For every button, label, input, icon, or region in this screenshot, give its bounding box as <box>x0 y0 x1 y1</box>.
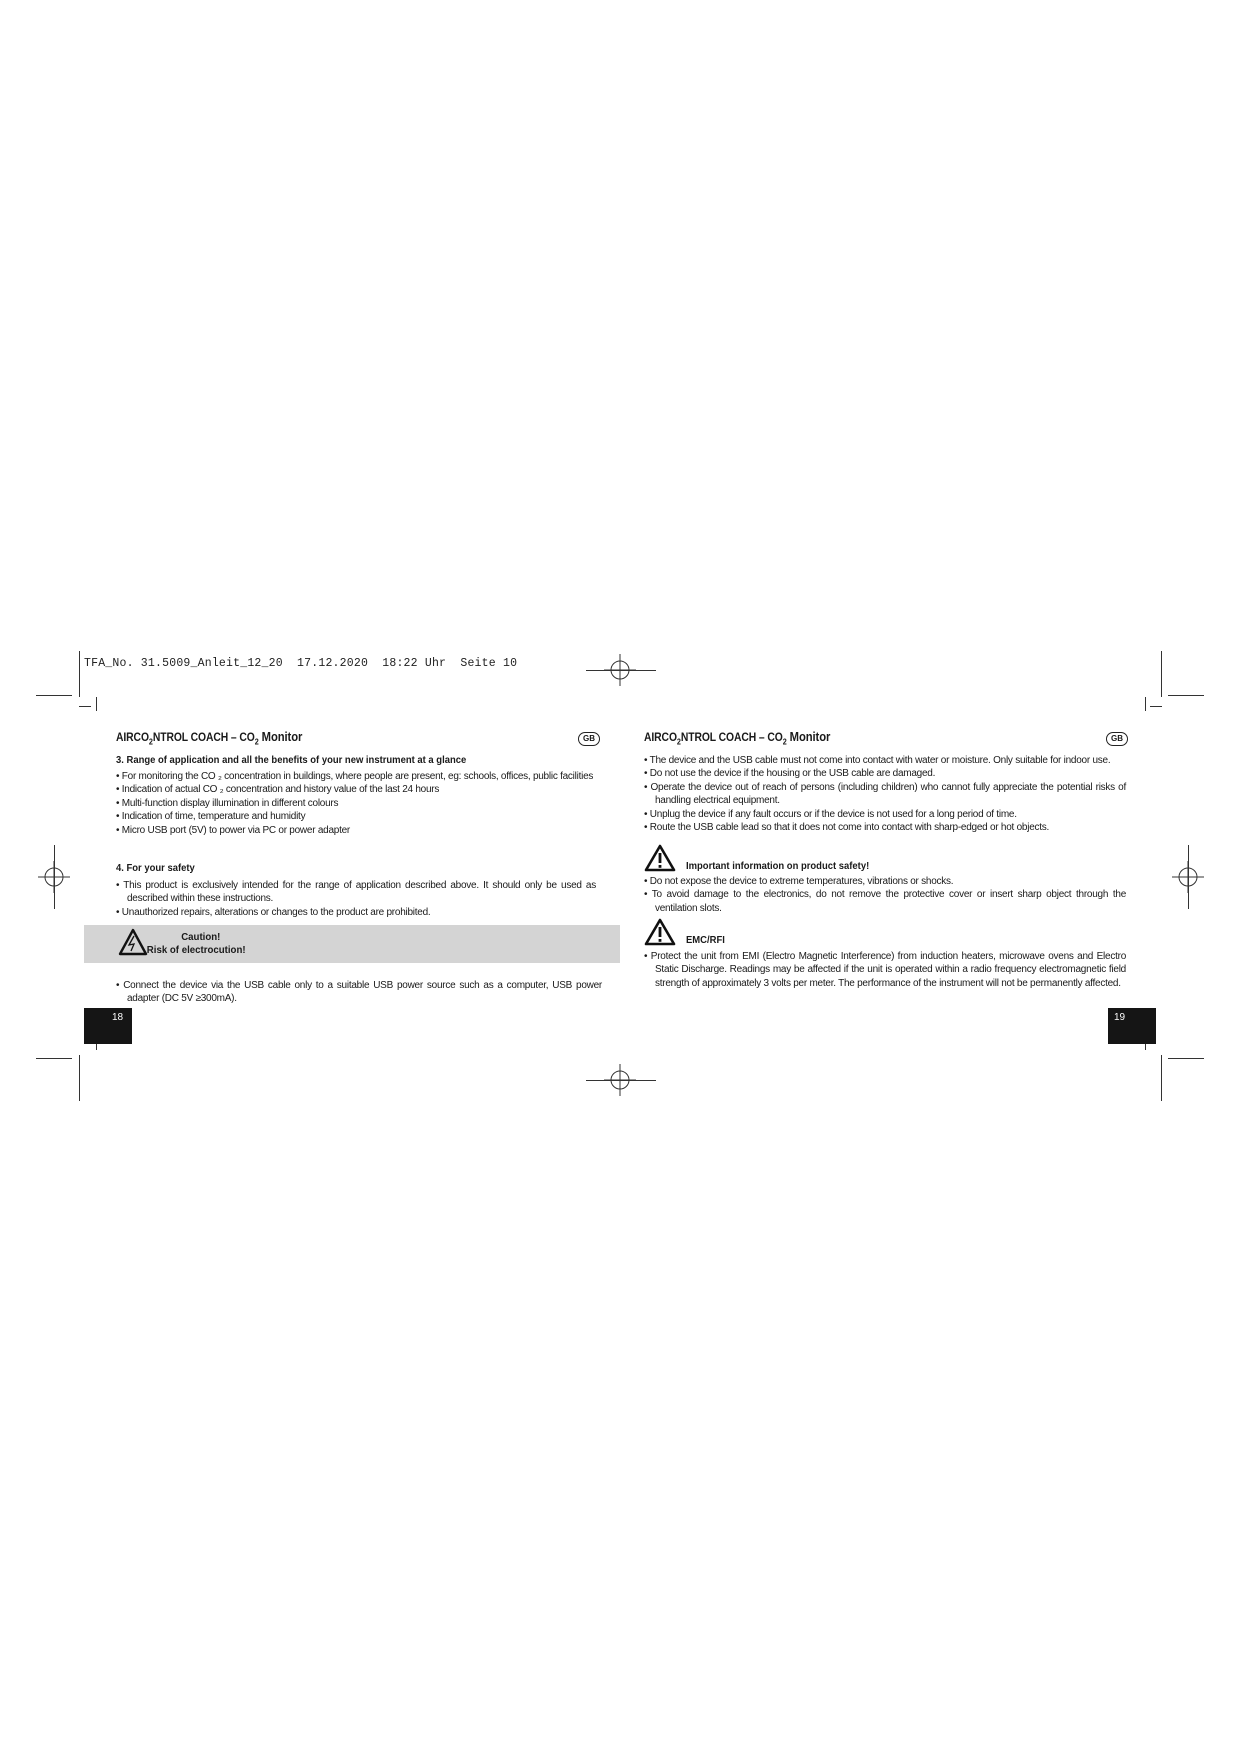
list-item: • Do not use the device if the housing or the USB cable are damaged. <box>644 767 1126 780</box>
important-list <box>644 875 1126 915</box>
list-item: • Operate the device out of reach of persons (including children) who cannot fully appreciate the potential risks of handling electrical equipment. <box>644 781 1126 808</box>
page-number-left: 18 <box>84 1008 132 1044</box>
list-item: • Do not expose the device to extreme temperatures, vibrations or shocks. <box>644 875 1126 888</box>
list-item: • Route the USB cable lead so that it does not come into contact with sharp-edged or hot objects. <box>644 821 1126 834</box>
list-item: • This product is exclusively intended for the range of application described above. It should only be used as described within these instructions. <box>116 879 596 906</box>
list-item: • To avoid damage to the electronics, do not remove the protective cover or insert sharp object through the ventilation slots. <box>644 888 1126 915</box>
emc-heading: EMC/RFI <box>686 934 725 946</box>
list-item: • Unauthorized repairs, alterations or changes to the product are prohibited. <box>116 906 596 919</box>
list-item: • Protect the unit from EMI (Electro Magnetic Interference) from induction heaters, microwave ovens and Electro Static Discharge. Readings may be affected if the unit is operated within a radio frequency electromagnetic field strength of approximately 3 volts per meter. The performance of the instrument will not be permanently affected. <box>644 950 1126 990</box>
running-title: $AIRCO_2NTROL$ COACH – $CO_2$ Monitor <box>644 730 831 747</box>
language-badge: GB <box>578 732 600 746</box>
list-item: • Indication of time, temperature and humidity <box>116 810 604 823</box>
section-4-heading: 4. For your safety <box>116 862 195 874</box>
section-3-list <box>116 770 604 837</box>
warning-icon <box>644 844 676 872</box>
page-number-right: 19 <box>1108 1008 1156 1044</box>
list-item: • Unplug the device if any fault occurs or if the device is not used for a long period of time. <box>644 808 1126 821</box>
section-3-heading: 3. Range of application and all the benefits of your new instrument at a glance <box>116 754 467 766</box>
running-title: $AIRCO_2NTROL$ COACH – $CO_2$ Monitor <box>116 730 303 747</box>
caution-list <box>116 979 602 1006</box>
caution-banner <box>84 925 620 963</box>
safety-list <box>644 754 1126 834</box>
important-heading: Important information on product safety! <box>686 860 870 872</box>
list-item: • For monitoring the CO ₂ concentration in buildings, where people are present, eg: schools, offices, public facilities <box>116 770 604 783</box>
electrocution-warning-icon <box>118 928 148 956</box>
caution-text: Caution! Risk of electrocution! <box>146 931 246 956</box>
warning-icon <box>644 918 676 946</box>
list-item: • Multi-function display illumination in different colours <box>116 797 604 810</box>
list-item: • Micro USB port (5V) to power via PC or power adapter <box>116 824 604 837</box>
list-item: • The device and the USB cable must not come into contact with water or moisture. Only suitable for indoor use. <box>644 754 1126 767</box>
list-item: • Connect the device via the USB cable only to a suitable USB power source such as a computer, USB power adapter (DC 5V ≥300mA). <box>116 979 602 1006</box>
list-item: • Indication of actual CO ₂ concentration and history value of the last 24 hours <box>116 783 604 796</box>
section-4-list <box>116 879 596 919</box>
language-badge: GB <box>1106 732 1128 746</box>
emc-list <box>644 950 1126 990</box>
print-header: TFA_No. 31.5009_Anleit_12_20 17.12.2020 18:22 Uhr Seite 10 <box>84 657 518 670</box>
